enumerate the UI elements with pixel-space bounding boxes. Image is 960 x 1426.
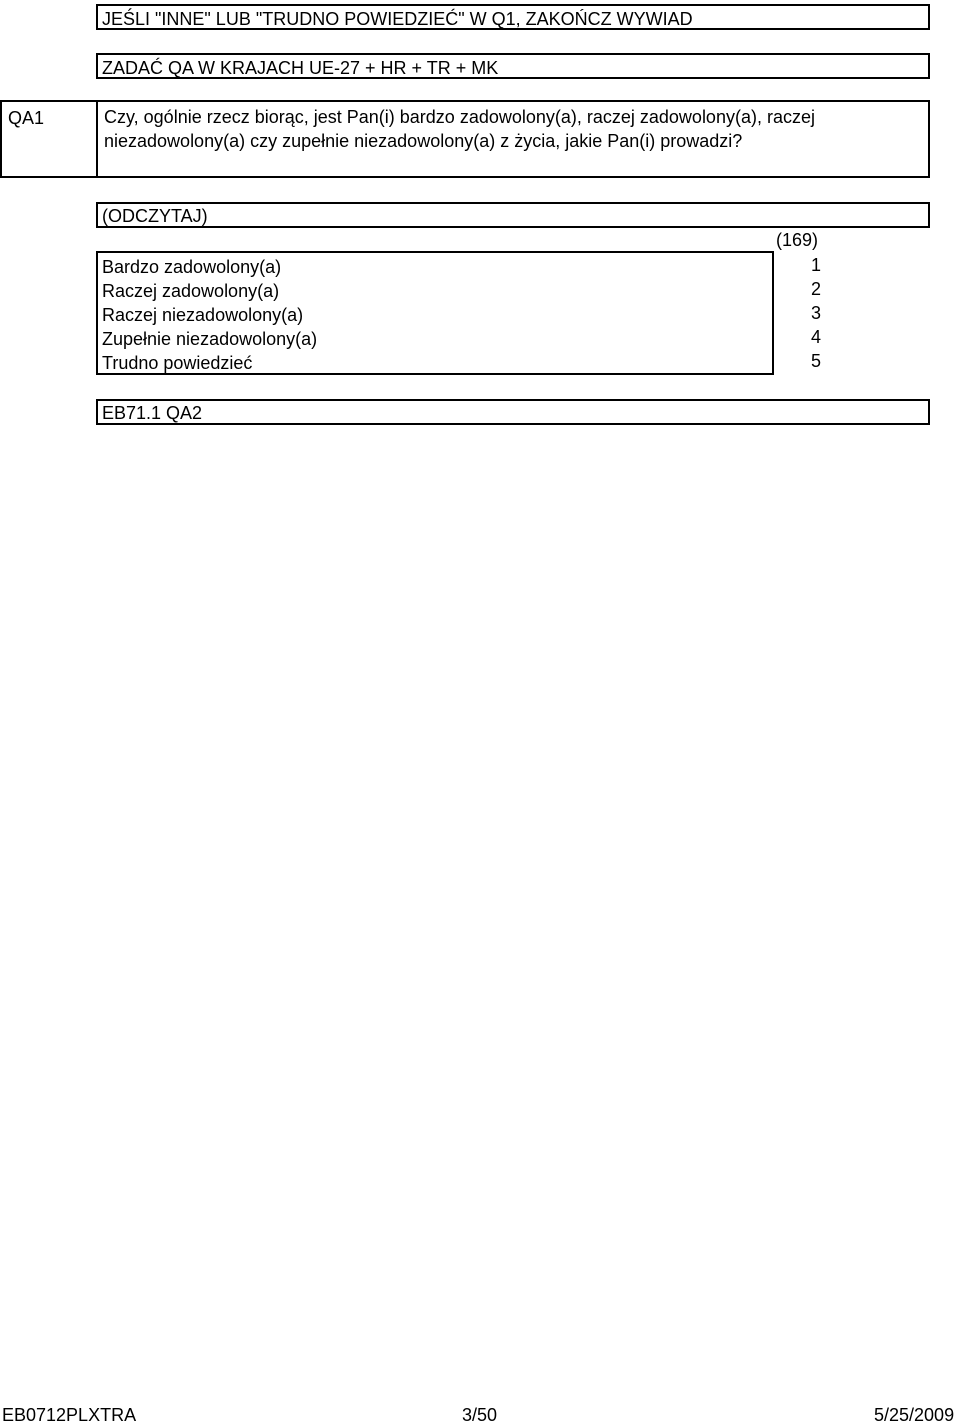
answer-option-code: 3 — [810, 303, 821, 323]
source-reference — [96, 399, 930, 425]
answer-option-code: 2 — [810, 279, 821, 299]
question-row — [0, 100, 930, 178]
answer-option-label: Raczej niezadowolony(a) — [102, 305, 304, 325]
country-instruction — [96, 53, 930, 79]
filter-instruction — [96, 4, 930, 30]
question-divider — [96, 102, 98, 176]
question-text: Czy, ogólnie rzecz biorąc, jest Pan(i) bardzo zadowolony(a), raczej zadowolony(a), raczej niezadowolony(a) czy zupełnie niezadowolony(a) z życia, jakie Pan(i) prowadzi? — [104, 107, 815, 151]
answer-option-code: 1 — [810, 255, 821, 275]
question-id: QA1 — [8, 108, 45, 128]
answer-option-label: Zupełnie niezadowolony(a) — [102, 329, 318, 349]
answer-option-code: 5 — [810, 351, 821, 371]
country-instruction-text: ZADAĆ QA W KRAJACH UE-27 + HR + TR + MK — [102, 58, 499, 78]
answer-option-label: Bardzo zadowolony(a) — [102, 257, 282, 277]
footer-page-number: 3/50 — [462, 1405, 498, 1425]
answer-option-label: Trudno powiedzieć — [102, 353, 253, 373]
read-instruction-text: (ODCZYTAJ) — [102, 206, 208, 226]
column-code: (169) — [776, 230, 819, 250]
filter-instruction-text: JEŚLI "INNE" LUB "TRUDNO POWIEDZIEĆ" W Q1, ZAKOŃCZ WYWIAD — [102, 9, 693, 29]
answer-options-box — [96, 251, 774, 375]
answer-option-code: 4 — [810, 327, 821, 347]
read-instruction — [96, 202, 930, 228]
answer-option-label: Raczej zadowolony(a) — [102, 281, 280, 301]
source-reference-text: EB71.1 QA2 — [102, 403, 203, 423]
footer-doc-code: EB0712PLXTRA — [2, 1405, 137, 1425]
footer-date: 5/25/2009 — [874, 1405, 955, 1425]
